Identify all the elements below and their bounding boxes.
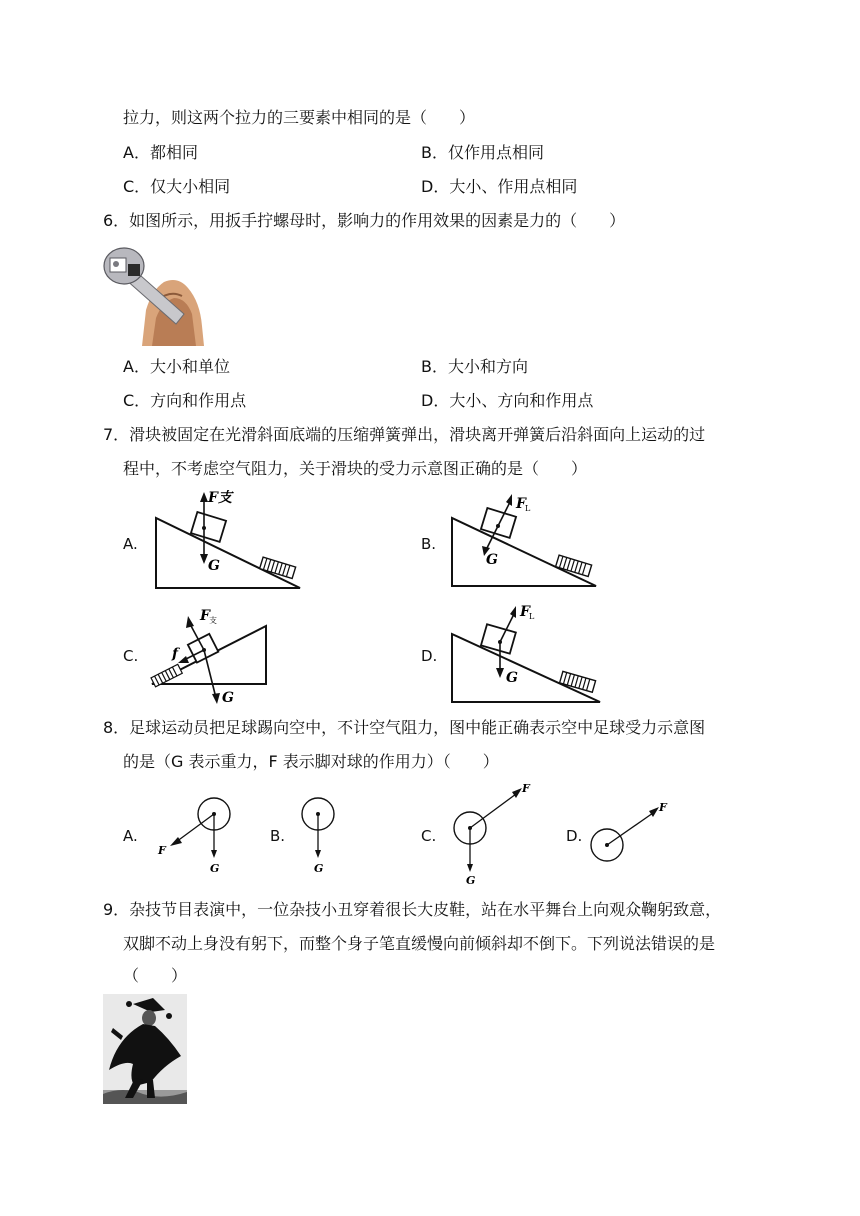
clown-photo — [103, 994, 187, 1104]
q9-stem-line3: （ ） — [123, 966, 188, 985]
q8-a-force-label: F — [158, 844, 166, 857]
q7-option-b-letter[interactable]: B. — [421, 535, 437, 553]
q6-option-c[interactable]: C．方向和作用点 — [123, 391, 247, 410]
q7-stem-line2: 程中，不考虑空气阻力，关于滑块的受力示意图正确的是（ ） — [123, 459, 588, 478]
q9-stem-line2: 双脚不动上身没有躬下，而整个身子笔直缓慢向前倾斜却不倒下。下列说法错误的是 — [123, 934, 716, 953]
q8-c-force-label: F — [522, 782, 530, 795]
q7-d-force-subscript: L — [529, 612, 535, 621]
q8-c-gravity-label: G — [466, 874, 476, 887]
q8-option-c-diagram[interactable] — [440, 780, 540, 890]
q7-c-force-subscript: 支 — [209, 616, 217, 625]
q5-option-b[interactable]: B．仅作用点相同 — [421, 143, 544, 162]
q8-option-b-letter[interactable]: B. — [270, 827, 286, 845]
q8-d-force-label: F — [659, 801, 667, 814]
q8-option-c-letter[interactable]: C. — [421, 827, 437, 845]
q5-stem-continuation: 拉力，则这两个拉力的三要素中相同的是（ ） — [123, 108, 476, 127]
q7-option-c-letter[interactable]: C. — [123, 647, 139, 665]
q6-option-b[interactable]: B．大小和方向 — [421, 357, 528, 376]
q7-option-d-letter[interactable]: D. — [421, 647, 438, 665]
q7-stem-line1: 7．滑块被固定在光滑斜面底端的压缩弹簧弹出，滑块离开弹簧后沿斜面向上运动的过 — [103, 425, 706, 444]
q8-stem-line2: 的是（G 表示重力，F 表示脚对球的作用力）（ ） — [123, 752, 499, 771]
q7-option-a-letter[interactable]: A. — [123, 535, 138, 553]
q7-d-force-label: F — [520, 604, 530, 620]
wrench-photo — [102, 240, 208, 346]
q8-b-gravity-label: G — [314, 862, 324, 875]
q8-option-d-diagram[interactable] — [585, 795, 675, 870]
q6-option-d[interactable]: D．大小、方向和作用点 — [421, 391, 594, 410]
q7-c-force-label: F — [200, 608, 210, 624]
q7-b-force-label: F — [516, 496, 526, 512]
q7-a-force-label: F支 — [208, 490, 232, 506]
q6-stem: 6．如图所示，用扳手拧螺母时，影响力的作用效果的因素是力的（ ） — [103, 211, 626, 230]
q7-c-gravity-label: G — [222, 690, 234, 706]
q7-b-gravity-label: G — [486, 552, 498, 568]
q5-option-c[interactable]: C．仅大小相同 — [123, 177, 231, 196]
q7-a-gravity-label: G — [208, 558, 220, 574]
q7-d-gravity-label: G — [506, 670, 518, 686]
q8-option-a-diagram[interactable] — [150, 790, 240, 880]
q7-option-a-diagram[interactable] — [150, 488, 310, 592]
q7-option-d-diagram[interactable] — [446, 600, 610, 706]
q8-option-d-letter[interactable]: D. — [566, 827, 583, 845]
q7-b-force-subscript: L — [525, 504, 531, 513]
q5-option-d[interactable]: D．大小、作用点相同 — [421, 177, 578, 196]
q8-a-gravity-label: G — [210, 862, 220, 875]
q8-option-b-diagram[interactable] — [290, 790, 350, 880]
q7-option-b-diagram[interactable] — [446, 490, 606, 592]
q8-option-a-letter[interactable]: A. — [123, 827, 138, 845]
q7-c-friction-label: f — [172, 646, 179, 662]
q7-option-c-diagram[interactable] — [146, 598, 272, 708]
q9-stem-line1: 9．杂技节目表演中，一位杂技小丑穿着很长大皮鞋，站在水平舞台上向观众鞠躬致意， — [103, 900, 722, 919]
q5-option-a[interactable]: A．都相同 — [123, 143, 198, 162]
q6-option-a[interactable]: A．大小和单位 — [123, 357, 230, 376]
q8-stem-line1: 8．足球运动员把足球踢向空中，不计空气阻力，图中能正确表示空中足球受力示意图 — [103, 718, 706, 737]
